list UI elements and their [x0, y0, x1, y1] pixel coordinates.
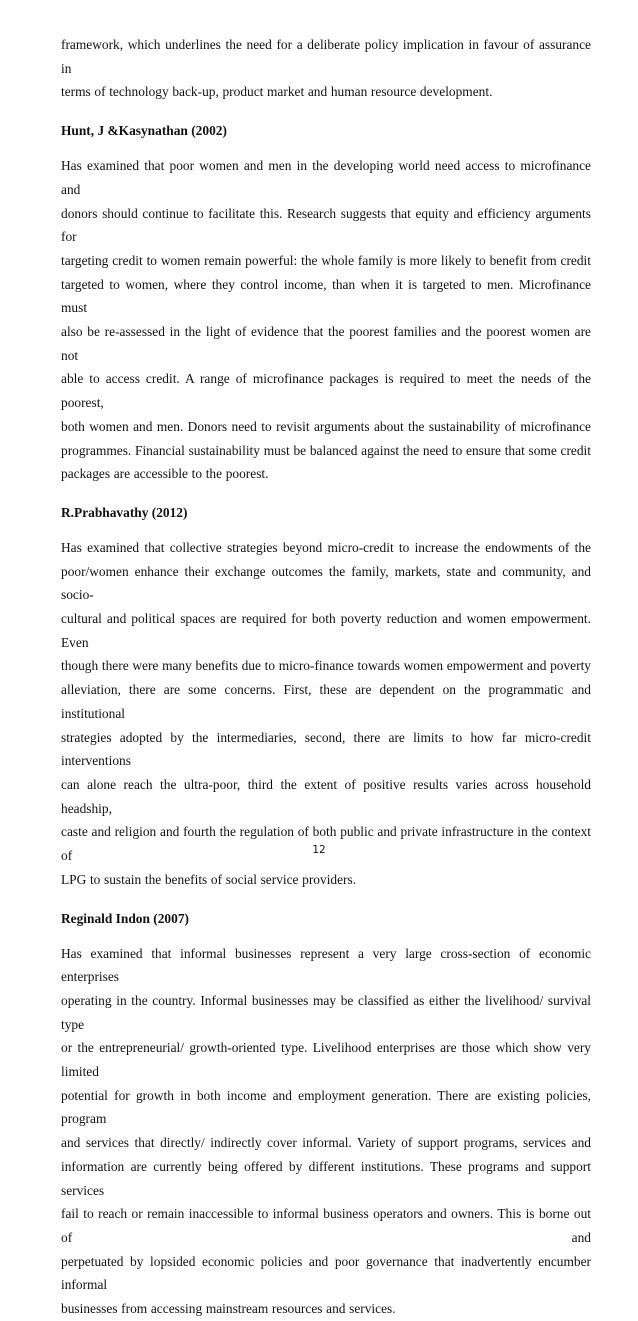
text-line: caste and religion and fourth the regulation of both public and private infrastructure in the context of [61, 824, 591, 864]
text-line: can alone reach the ultra-poor, third the extent of positive results varies across household headship, [61, 776, 591, 816]
text-line: targeting credit to women remain powerful: the whole family is more likely to benefit from credit [61, 252, 591, 268]
text-line: both women and men. Donors need to revisit arguments about the sustainability of microfinance [61, 418, 591, 434]
section-heading: Hunt, J &Kasynathan (2002) [61, 123, 227, 139]
text-line: Has examined that informal businesses represent a very large cross-section of economic enterprises [61, 945, 591, 985]
text-line: operating in the country. Informal businesses may be classified as either the livelihood/ survival type [61, 992, 591, 1032]
page-number: 12 [312, 844, 326, 856]
paragraph [61, 536, 591, 892]
text-line: programmes. Financial sustainability must be balanced against the need to ensure that some credit [61, 442, 591, 458]
text-line: LPG to sustain the benefits of social service providers. [61, 871, 357, 887]
page-content [61, 33, 591, 1321]
text-line: perpetuated by lopsided economic policies and poor governance that inadvertently encumber informal [61, 1253, 591, 1293]
text-line: cultural and political spaces are required for both poverty reduction and women empowerment. Even [61, 611, 591, 650]
text-line: able to access credit. A range of microfinance packages is required to meet the needs of the poorest, [61, 371, 591, 411]
text-line: Has examined that collective strategies beyond micro-credit to increase the endowments of the [61, 539, 591, 555]
text-line: potential for growth in both income and employment generation. There are existing policies, program [61, 1087, 591, 1127]
text-line: information are currently being offered by different institutions. These programs and support services [61, 1158, 591, 1198]
paragraph [61, 33, 591, 104]
paragraph [61, 942, 591, 1321]
text-line: targeted to women, where they control income, than when it is targeted to men. Microfinance must [61, 276, 591, 316]
text-line: businesses from accessing mainstream resources and services. [61, 1301, 396, 1317]
section-heading: Reginald Indon (2007) [61, 910, 189, 926]
text-line: or the entrepreneurial/ growth-oriented type. Livelihood enterprises are those which show very limited [61, 1040, 591, 1080]
text-line: alleviation, there are some concerns. First, these are dependent on the programmatic and institutional [61, 682, 591, 721]
text-line: though there were many benefits due to micro-finance towards women empowerment and poverty [61, 658, 591, 674]
text-line: terms of technology back-up, product market and human resource development. [61, 84, 493, 100]
text-line: strategies adopted by the intermediaries, second, there are limits to how far micro-credit interventions [61, 729, 591, 769]
text-line: fail to reach or remain inaccessible to informal business operators and owners. This is borne out of and [61, 1206, 591, 1245]
text-line: also be re-assessed in the light of evidence that the poorest families and the poorest women are not [61, 324, 591, 363]
section-heading: R.Prabhavathy (2012) [61, 504, 188, 520]
text-line: framework, which underlines the need for a deliberate policy implication in favour of assurance in [61, 37, 591, 76]
text-line: packages are accessible to the poorest. [61, 466, 269, 482]
text-line: Has examined that poor women and men in the developing world need access to microfinance and [61, 158, 591, 197]
text-line: donors should continue to facilitate this. Research suggests that equity and efficiency arguments for [61, 205, 591, 245]
text-line: and services that directly/ indirectly cover informal. Variety of support programs, services and [61, 1135, 591, 1151]
paragraph [61, 154, 591, 486]
text-line: poor/women enhance their exchange outcomes the family, markets, state and community, and socio- [61, 563, 591, 603]
